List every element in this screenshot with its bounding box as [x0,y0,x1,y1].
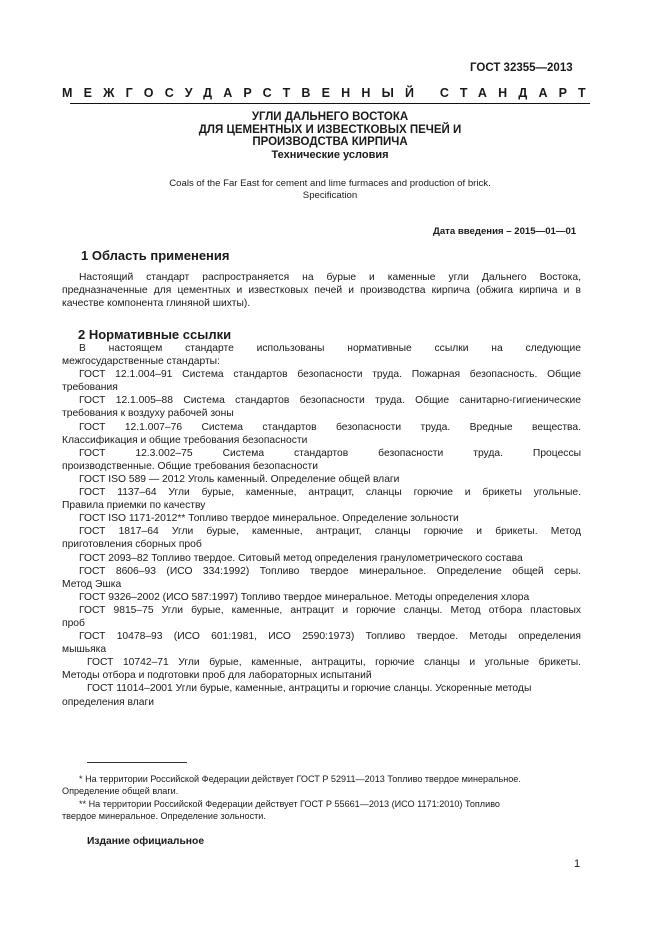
reference-line: требования к воздуху рабочей зоны [62,408,234,420]
reference-line: ГОСТ 12.3.002–75 Система стандартов безопасности труда. Процессы [79,447,581,459]
reference-line: ГОСТ 12.1.004–91 Система стандартов безопасности труда. Пожарная безопасность. Общие [79,369,581,381]
section-1-text [62,271,581,310]
standard-title [70,111,590,162]
reference-line: требования [62,382,118,394]
reference-line: ГОСТ 2093–82 Топливо твердое. Ситовый метод определения гранулометрического состава [79,552,523,564]
title-line: УГЛИ ДАЛЬНЕГО ВОСТОКА [251,111,409,123]
title-line: ДЛЯ ЦЕМЕНТНЫХ И ИЗВЕСТКОВЫХ ПЕЧЕЙ И [198,123,462,136]
official-edition-label: Издание официальное [87,836,205,847]
reference-line: ГОСТ 10478–93 (ИСО 601:1981, ИСО 2590:1973) Топливо твердое. Методы определения [79,631,581,643]
reference-line: ГОСТ 1137–64 Угли бурые, каменные, антрацит, сланцы горючие и брикеты угольные. [79,487,581,499]
reference-line: ГОСТ 8606–93 (ИСО 334:1992) Топливо твердое минеральное. Определение общей серы. [79,565,581,577]
text-line: В настоящем стандарте использованы нормативные ссылки на следующие [79,343,581,354]
reference-line: определения влаги [62,696,155,708]
section-1-heading: 1 Область применения [81,248,230,263]
reference-line: ГОСТ 9815–75 Угли бурые, каменные, антрацит и горючие сланцы. Метод отбора пластовых [79,604,581,616]
text-line: Настоящий стандарт распространяется на бурые и каменные угли Дальнего Востока, [79,272,581,283]
reference-line: производственные. Общие требования безопасности [62,460,318,472]
reference-line: ГОСТ 12.1.005–88 Система стандартов безопасности труда. Общие санитарно-гигиенические [79,395,581,407]
footnote-line: Определение общей влаги. [62,786,179,797]
reference-line: Метод Эшка [62,578,122,590]
english-title [70,178,590,202]
title-line: ПРОИЗВОДСТВА КИРПИЧА [252,136,408,149]
reference-line: мышьяка [62,644,107,656]
english-title-line: Coals of the Far East for cement and lime furmaces and production of brick. [169,178,491,189]
reference-line: приготовления сборных проб [62,539,202,551]
footnotes [62,773,581,822]
reference-line: ГОСТ 1817–64 Угли бурые, каменные, антрацит, сланцы горючие и брикеты. Метод [79,526,581,538]
reference-line: Классификация и общие требования безопасности [62,434,308,446]
reference-line: ГОСТ 10742–71 Угли бурые, каменные, антрациты, горючие сланцы и угольные брикеты. [87,657,581,669]
footnote-line: твердое минеральное. Определение зольности. [62,810,266,821]
page-number: 1 [574,858,581,870]
introduction-date: Дата введения – 2015—01—01 [433,226,577,237]
english-title-line: Specification [302,190,358,201]
reference-line: ГОСТ 12.1.007–76 Система стандартов безопасности труда. Вредные вещества. [79,421,581,433]
reference-line: ГОСТ 9326–2002 (ИСО 587:1997) Топливо твердое минеральное. Методы определения хлора [79,591,530,603]
footnote-separator [87,762,187,763]
title-subtitle: Технические условия [271,149,389,162]
text-line: межгосударственные стандарты: [62,356,220,368]
interstate-standard-label: МЕЖГОСУДАРСТВЕННЫЙ СТАНДАРТ [62,86,597,100]
reference-line: Правила приемки по качеству [62,500,206,512]
reference-line: ГОСТ ISO 589 — 2012 Уголь каменный. Определение общей влаги [79,473,400,485]
header-rule [70,103,590,104]
footnote-line: * На территории Российской Федерации действует ГОСТ Р 52911—2013 Топливо твердое минеральное. [79,774,521,784]
reference-line: проб [62,617,85,629]
document-number: ГОСТ 32355—2013 [470,62,573,74]
reference-line: ГОСТ 11014–2001 Угли бурые, каменные, антрациты и горючие сланцы. Ускоренные методы [87,683,532,695]
section-2-heading: 2 Нормативные ссылки [78,327,232,342]
section-2-text [62,342,581,709]
reference-line: Методы отбора и подготовки проб для лабораторных испытаний [62,670,372,682]
text-line: предназначенные для цементных и известковых печей и производства кирпича (обжига кирпича и в [62,285,581,297]
footnote-line: ** На территории Российской Федерации действует ГОСТ Р 55661—2013 (ИСО 1171:2010) Топливо [79,798,500,809]
reference-line: ГОСТ ISO 1171-2012** Топливо твердое минеральное. Определение зольности [79,513,459,525]
text-line: качестве компонента глиняной шихты). [62,298,251,310]
